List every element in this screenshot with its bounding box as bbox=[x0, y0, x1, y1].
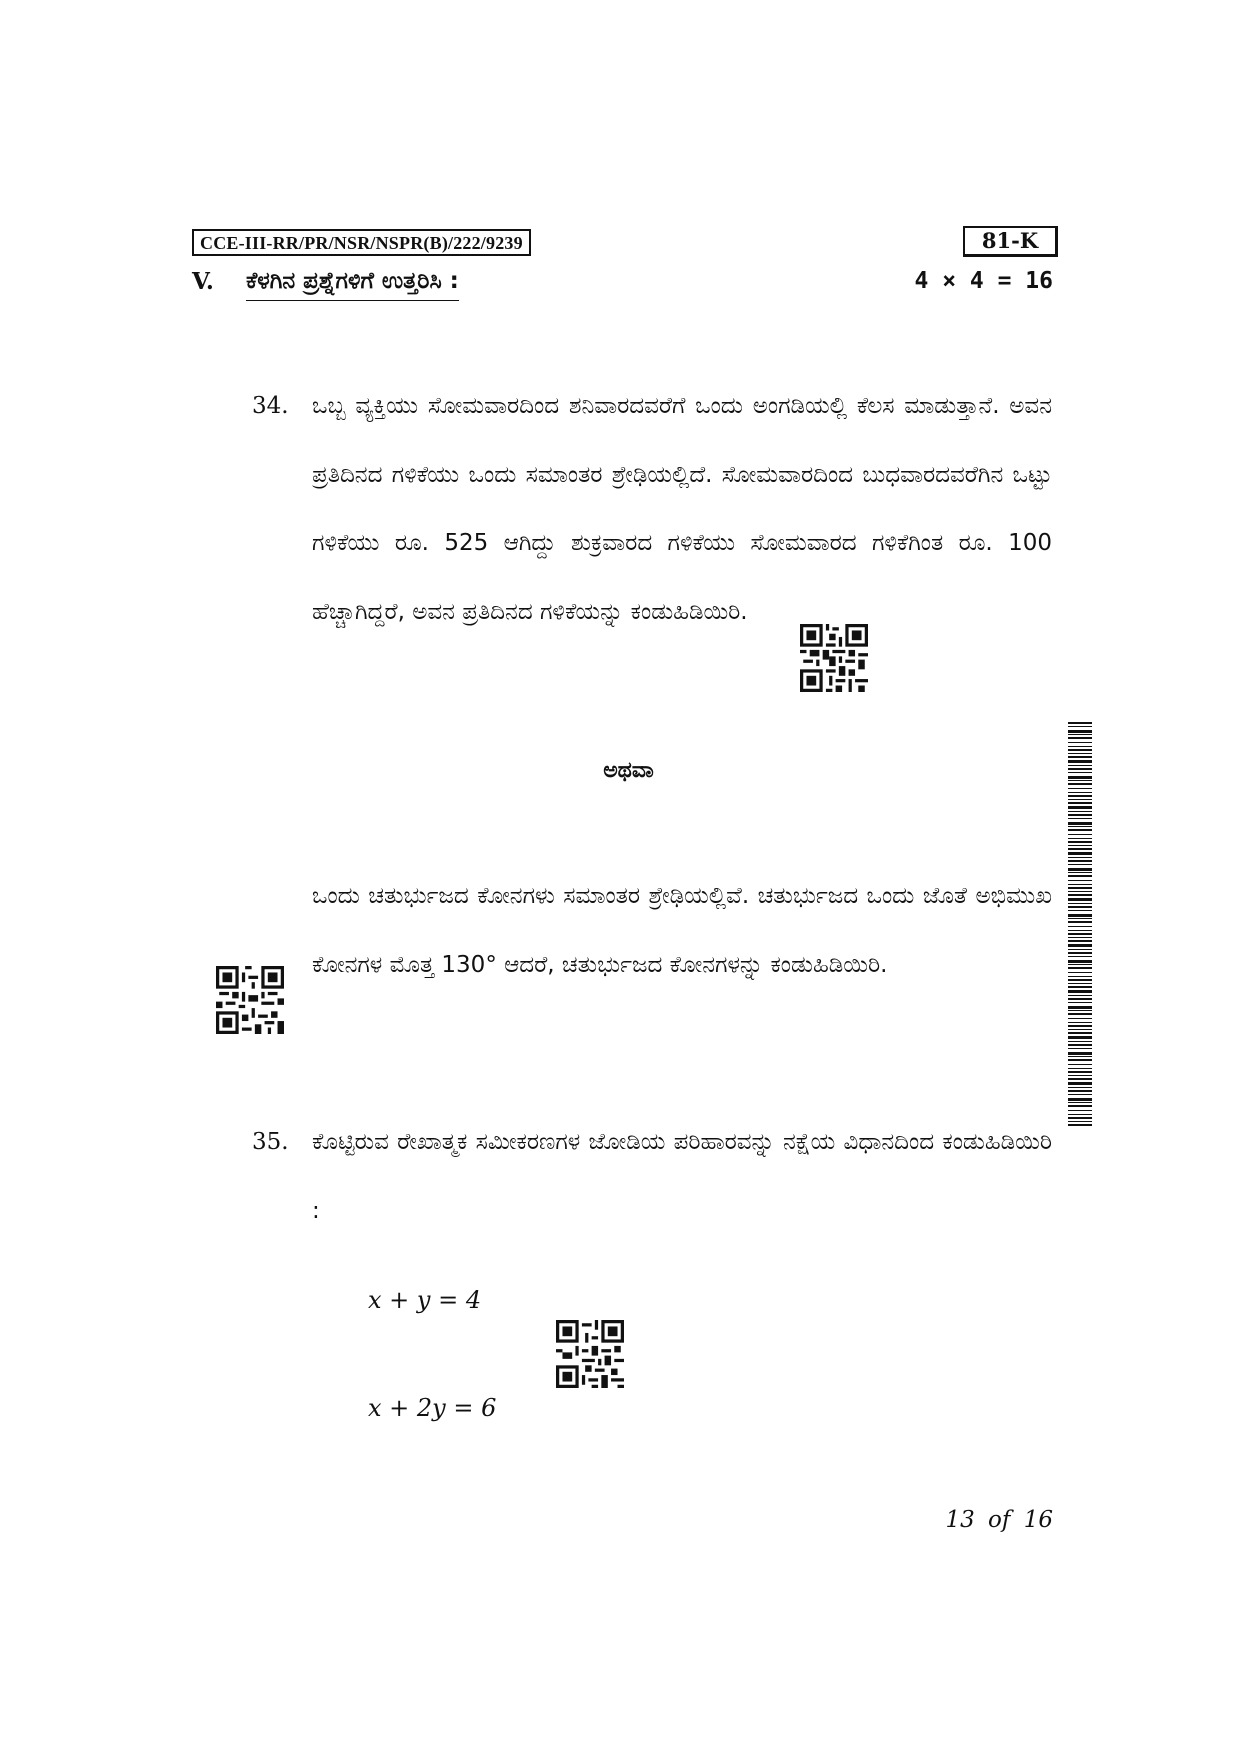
paper-code: 81-K bbox=[963, 226, 1058, 257]
or-label: ಅಥವಾ bbox=[603, 758, 654, 783]
equation-2: x + 2y = 6 bbox=[368, 1394, 497, 1422]
qr-code-icon bbox=[216, 966, 284, 1034]
question-number-35: 35. bbox=[252, 1129, 289, 1155]
question-35-text: ಕೊಟ್ಟಿರುವ ರೇಖಾತ್ಮಕ ಸಮೀಕರಣಗಳ ಜೋಡಿಯ ಪರಿಹಾರವನ್ನು ನಕ್ಷೆಯ ವಿಧಾನದಿಂದ ಕಂಡುಹಿಡಿಯಿರಿ : bbox=[312, 1129, 1052, 1224]
section-number: V. bbox=[192, 268, 214, 295]
section-marks: 4 × 4 = 16 bbox=[914, 268, 1053, 294]
exam-code: CCE-III-RR/PR/NSR/NSPR(B)/222/9239 bbox=[192, 229, 531, 256]
question-34-alternative-text: ಒಂದು ಚತುರ್ಭುಜದ ಕೋನಗಳು ಸಮಾಂತರ ಶ್ರೇಢಿಯಲ್ಲಿವೆ. ಚತುರ್ಭುಜದ ಒಂದು ಜೊತೆ ಅಭಿಮುಖ ಕೋನಗಳ ಮೊತ್ತ 130° ಆದರೆ, ಚತುರ್ಭುಜದ ಕೋನಗಳನ್ನು ಕಂಡುಹಿಡಿಯಿರಿ. bbox=[312, 883, 1052, 978]
question-34-text: ಒಬ್ಬ ವ್ಯಕ್ತಿಯು ಸೋಮವಾರದಿಂದ ಶನಿವಾರದವರೆಗೆ ಒಂದು ಅಂಗಡಿಯಲ್ಲಿ ಕೆಲಸ ಮಾಡುತ್ತಾನೆ. ಅವನ ಪ್ರತಿದಿನದ ಗಳಿಕೆಯು ಒಂದು ಸಮಾಂತರ ಶ್ರೇಢಿಯಲ್ಲಿದೆ. ಸೋಮವಾರದಿಂದ ಬುಧವಾರದವರೆಗಿನ ಒಟ್ಟು ಗಳಿಕೆಯು ರೂ. 525 ಆಗಿದ್ದು ಶುಕ್ರವಾರದ ಗಳಿಕೆಯು ಸೋಮವಾರದ ಗಳಿಕೆಗಿಂತ ರೂ. 100 ಹೆಚ್ಚಾಗಿದ್ದರೆ, ಅವನ ಪ್ರತಿದಿನದ ಗಳಿಕೆಯನ್ನು ಕಂಡುಹಿಡಿಯಿರಿ. bbox=[312, 393, 1052, 625]
equation-1: x + y = 4 bbox=[368, 1286, 482, 1314]
question-number-34: 34. bbox=[252, 393, 289, 419]
barcode-icon bbox=[1068, 722, 1092, 1126]
qr-code-icon bbox=[556, 1320, 624, 1388]
qr-code-icon bbox=[800, 624, 868, 692]
section-title: ಕೆಳಗಿನ ಪ್ರಶ್ನೆಗಳಿಗೆ ಉತ್ತರಿಸಿ : bbox=[246, 268, 459, 301]
or-divider bbox=[0, 758, 1241, 783]
page-number: 13 of 16 bbox=[945, 1507, 1053, 1533]
